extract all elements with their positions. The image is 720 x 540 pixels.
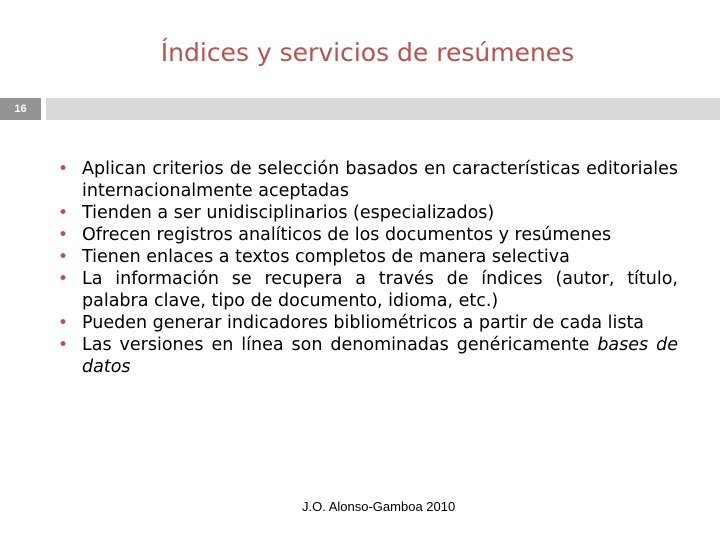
list-item xyxy=(58,158,678,202)
bullet-icon: • xyxy=(58,335,69,355)
list-item xyxy=(58,224,678,246)
bullet-icon: • xyxy=(58,269,69,289)
bullet-icon: • xyxy=(58,159,69,179)
bullet-text: Tienden a ser unidisciplinarios (especializados) xyxy=(82,203,495,223)
list-item xyxy=(58,202,678,224)
bullet-list xyxy=(58,158,678,378)
bullet-text: Las versiones en línea son denominadas genéricamente xyxy=(82,335,598,355)
bullet-icon: • xyxy=(58,225,69,245)
title-divider-bar xyxy=(46,98,720,120)
bullet-text: Aplican criterios de selección basados en características editoriales internacionalmente aceptadas xyxy=(82,159,678,201)
bullet-text: Pueden generar indicadores bibliométricos a partir de cada lista xyxy=(82,313,645,333)
bullet-text: Tienen enlaces a textos completos de manera selectiva xyxy=(82,247,570,267)
list-item xyxy=(58,312,678,334)
list-item xyxy=(58,268,678,312)
footer-author: J.O. Alonso-Gamboa 2010 xyxy=(302,499,456,514)
bullet-text: La información se recupera a través de índices (autor, título, palabra clave, tipo de documento, idioma, etc.) xyxy=(82,269,678,311)
slide-title: Índices y servicios de resúmenes xyxy=(160,38,575,67)
bullet-emphasis: bases de datos xyxy=(82,335,678,377)
bullet-icon: • xyxy=(58,203,69,223)
slide-number: 16 xyxy=(0,98,41,120)
bullet-icon: • xyxy=(58,247,69,267)
bullet-icon: • xyxy=(58,313,69,333)
list-item xyxy=(58,246,678,268)
list-item xyxy=(58,334,678,378)
bullet-text: Ofrecen registros analíticos de los documentos y resúmenes xyxy=(82,225,612,245)
